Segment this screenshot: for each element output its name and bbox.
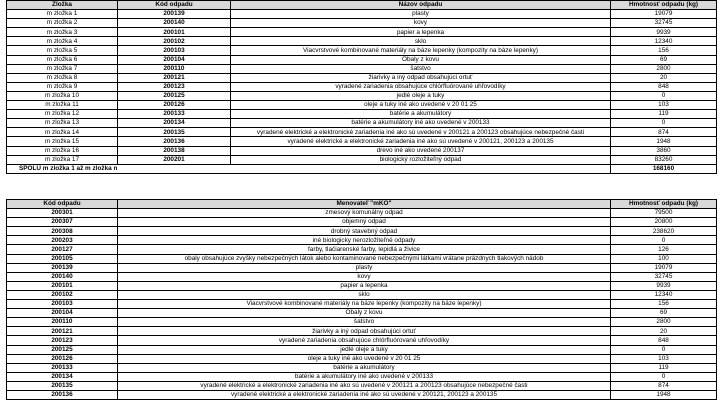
header-mko-denominator: Menovateľ "mKO" — [118, 200, 611, 209]
waste-code-cell: 200134 — [118, 119, 231, 128]
header-waste-weight: Hmotnosť odpadu (kg) — [611, 1, 717, 10]
table-row — [7, 128, 717, 137]
waste-name-cell: batérie a akumulátory — [231, 110, 611, 119]
waste-name-cell: iné biologicky nerozložiteľné odpady — [118, 236, 611, 245]
waste-weight-cell: 0 — [611, 119, 717, 128]
waste-code-cell: 200203 — [7, 236, 118, 245]
waste-weight-cell: 238620 — [611, 227, 717, 236]
component-cell: m zložka 17 — [7, 155, 118, 164]
waste-name-cell: kovy — [231, 19, 611, 28]
table-row — [7, 290, 717, 299]
waste-code-cell: 200110 — [118, 64, 231, 73]
waste-code-cell: 200126 — [118, 101, 231, 110]
waste-code-cell: 200140 — [118, 19, 231, 28]
waste-code-cell: 200301 — [7, 209, 118, 218]
table-row — [7, 73, 717, 82]
waste-name-cell: batérie a akumulátory — [118, 363, 611, 372]
waste-components-body — [7, 10, 717, 165]
waste-weight-cell: 0 — [611, 372, 717, 381]
waste-name-cell: oleje a tuky iné ako uvedené v 20 01 25 — [231, 101, 611, 110]
waste-code-cell: 200139 — [118, 10, 231, 19]
table-row — [7, 82, 717, 91]
header-waste-code: Kód odpadu — [7, 200, 118, 209]
total-value: 168160 — [611, 164, 717, 173]
waste-weight-cell: 79500 — [611, 209, 717, 218]
waste-name-cell: sklo — [118, 290, 611, 299]
waste-name-cell: Viacvrstvové kombinované materiály na báze lepenky (kompozity na báze lepenky) — [231, 46, 611, 55]
waste-weight-cell: 156 — [611, 300, 717, 309]
waste-weight-cell: 1948 — [611, 390, 717, 399]
waste-weight-cell: 69 — [611, 55, 717, 64]
waste-name-cell: batérie a akumulátory iné ako uvedené v 200133 — [231, 119, 611, 128]
waste-code-cell: 200135 — [118, 128, 231, 137]
waste-code-cell: 200104 — [118, 55, 231, 64]
table-row — [7, 55, 717, 64]
waste-code-cell: 200140 — [7, 272, 118, 281]
table-row — [7, 254, 717, 263]
waste-weight-cell: 874 — [611, 381, 717, 390]
component-cell: m zložka 5 — [7, 46, 118, 55]
mko-denominator-body — [7, 209, 717, 400]
waste-name-cell: obaly obsahujúce zvyšky nebezpečných látok alebo kontaminované nebezpečnými látkami vrátane prázdnych tlakových nádob — [118, 254, 611, 263]
waste-code-cell: 200133 — [118, 110, 231, 119]
waste-name-cell: oleje a tuky iné ako uvedené v 20 01 25 — [118, 354, 611, 363]
waste-code-cell: 200308 — [7, 227, 118, 236]
waste-code-cell: 200121 — [118, 73, 231, 82]
waste-code-cell: 200121 — [7, 327, 118, 336]
waste-weight-cell: 2800 — [611, 318, 717, 327]
table-row — [7, 146, 717, 155]
table-row — [7, 363, 717, 372]
table-row — [7, 300, 717, 309]
waste-name-cell: drobný stavebný odpad — [118, 227, 611, 236]
waste-weight-cell: 103 — [611, 101, 717, 110]
waste-components-table — [6, 0, 717, 174]
waste-weight-cell: 126 — [611, 245, 717, 254]
waste-name-cell: biologický rozložiteľný odpad — [231, 155, 611, 164]
component-cell: m zložka 9 — [7, 82, 118, 91]
waste-weight-cell: 0 — [611, 91, 717, 100]
table-header-row — [7, 1, 717, 10]
waste-code-cell: 200102 — [118, 37, 231, 46]
waste-code-cell: 200123 — [7, 336, 118, 345]
waste-name-cell: plasty — [231, 10, 611, 19]
waste-code-cell: 200134 — [7, 372, 118, 381]
table-row — [7, 110, 717, 119]
table-row — [7, 327, 717, 336]
total-row — [7, 164, 717, 173]
waste-code-cell: 200136 — [118, 137, 231, 146]
waste-name-cell: sklo — [231, 37, 611, 46]
waste-name-cell: vyradené zariadenia obsahujúce chlórfluórované uhľovodíky — [231, 82, 611, 91]
waste-code-cell: 200101 — [7, 281, 118, 290]
waste-code-cell: 200136 — [7, 390, 118, 399]
component-cell: m zložka 1 — [7, 10, 118, 19]
waste-code-cell: 200135 — [7, 381, 118, 390]
waste-code-cell: 200133 — [7, 363, 118, 372]
waste-name-cell: vyradené zariadenia obsahujúce chlórfluórované uhľovodíky — [118, 336, 611, 345]
component-cell: m zložka 15 — [7, 137, 118, 146]
waste-weight-cell: 156 — [611, 46, 717, 55]
component-cell: m zložka 3 — [7, 28, 118, 37]
waste-name-cell: papier a lepenka — [118, 281, 611, 290]
table-row — [7, 28, 717, 37]
waste-name-cell: vyradené elektrické a elektronické zariadenia iné ako sú uvedené v 200121 a 200123 obsahujúce nebezpečné časti — [118, 381, 611, 390]
component-cell: m zložka 2 — [7, 19, 118, 28]
waste-code-cell: 200123 — [118, 82, 231, 91]
waste-name-cell: kovy — [118, 272, 611, 281]
waste-weight-cell: 119 — [611, 110, 717, 119]
waste-name-cell: drevo iné ako uvedené 200137 — [231, 146, 611, 155]
waste-weight-cell: 3860 — [611, 146, 717, 155]
waste-name-cell: Obaly z kovu — [231, 55, 611, 64]
waste-name-cell: vyradené elektrické a elektronické zariadenia iné ako sú uvedené v 200121, 200123 a 200135 — [231, 137, 611, 146]
table-row — [7, 390, 717, 399]
waste-weight-cell: 12340 — [611, 290, 717, 299]
waste-name-cell: vyradené elektrické a elektronické zariadenia iné ako sú uvedené v 200121, 200123 a 200135 — [118, 390, 611, 399]
waste-name-cell: batérie a akumulátory iné ako uvedené v 200133 — [118, 372, 611, 381]
table-row — [7, 236, 717, 245]
table-row — [7, 91, 717, 100]
waste-code-cell: 200104 — [7, 309, 118, 318]
waste-name-cell: farby, tlačiarenské farby, lepidlá a živice — [118, 245, 611, 254]
table-row — [7, 227, 717, 236]
waste-weight-cell: 119 — [611, 363, 717, 372]
waste-weight-cell: 1948 — [611, 137, 717, 146]
header-component: Zložka — [7, 1, 118, 10]
header-waste-weight: Hmotnosť odpadu (kg) — [611, 200, 717, 209]
waste-code-cell: 200125 — [7, 345, 118, 354]
waste-weight-cell: 32745 — [611, 272, 717, 281]
waste-name-cell: jedlé oleje a tuky — [118, 345, 611, 354]
waste-code-cell: 200126 — [7, 354, 118, 363]
table-row — [7, 209, 717, 218]
table-row — [7, 318, 717, 327]
table-row — [7, 281, 717, 290]
waste-weight-cell: 9939 — [611, 281, 717, 290]
table-row — [7, 155, 717, 164]
waste-name-cell: žiarivky a iný odpad obsahujúci ortuť — [118, 327, 611, 336]
component-cell: m zložka 14 — [7, 128, 118, 137]
waste-code-cell: 200102 — [7, 290, 118, 299]
table-row — [7, 46, 717, 55]
waste-weight-cell: 0 — [611, 345, 717, 354]
waste-weight-cell: 20 — [611, 327, 717, 336]
waste-weight-cell: 32745 — [611, 19, 717, 28]
table-row — [7, 64, 717, 73]
header-waste-code: Kód odpadu — [118, 1, 231, 10]
waste-code-cell: 200103 — [7, 300, 118, 309]
waste-weight-cell: 2800 — [611, 64, 717, 73]
table-row — [7, 245, 717, 254]
waste-code-cell: 200103 — [118, 46, 231, 55]
table-row — [7, 336, 717, 345]
component-cell: m zložka 12 — [7, 110, 118, 119]
waste-code-cell: 200110 — [7, 318, 118, 327]
waste-weight-cell: 12340 — [611, 37, 717, 46]
component-cell: m zložka 6 — [7, 55, 118, 64]
waste-code-cell: 200139 — [7, 263, 118, 272]
table-row — [7, 19, 717, 28]
waste-weight-cell: 20 — [611, 73, 717, 82]
waste-code-cell: 200127 — [7, 245, 118, 254]
waste-name-cell: žiarivky a iný odpad obsahujúci ortuť — [231, 73, 611, 82]
table-row — [7, 354, 717, 363]
waste-weight-cell: 69 — [611, 309, 717, 318]
waste-name-cell: šatstvo — [118, 318, 611, 327]
waste-weight-cell: 19079 — [611, 10, 717, 19]
waste-weight-cell: 100 — [611, 254, 717, 263]
table-header-row — [7, 200, 717, 209]
total-label: SPOLU m zložka 1 až m zložka n — [7, 164, 611, 173]
table-row — [7, 272, 717, 281]
waste-weight-cell: 874 — [611, 128, 717, 137]
waste-name-cell: plasty — [118, 263, 611, 272]
table-row — [7, 137, 717, 146]
waste-code-cell: 200201 — [118, 155, 231, 164]
waste-code-cell: 200101 — [118, 28, 231, 37]
component-cell: m zložka 4 — [7, 37, 118, 46]
waste-weight-cell: 20800 — [611, 218, 717, 227]
table-row — [7, 218, 717, 227]
component-cell: m zložka 11 — [7, 101, 118, 110]
waste-name-cell: vyradené elektrické a elektronické zariadenia iné ako sú uvedené v 200121 a 200123 obsahujúce nebezpečné časti — [231, 128, 611, 137]
component-cell: m zložka 10 — [7, 91, 118, 100]
waste-weight-cell: 848 — [611, 336, 717, 345]
table-row — [7, 101, 717, 110]
component-cell: m zložka 13 — [7, 119, 118, 128]
header-waste-name: Názov odpadu — [231, 1, 611, 10]
table-row — [7, 372, 717, 381]
waste-weight-cell: 848 — [611, 82, 717, 91]
waste-weight-cell: 103 — [611, 354, 717, 363]
waste-code-cell: 200138 — [118, 146, 231, 155]
mko-denominator-table — [6, 199, 717, 400]
waste-weight-cell: 19079 — [611, 263, 717, 272]
waste-weight-cell: 0 — [611, 236, 717, 245]
component-cell: m zložka 16 — [7, 146, 118, 155]
waste-name-cell: zmesový komunálny odpad — [118, 209, 611, 218]
table-row — [7, 119, 717, 128]
waste-weight-cell: 83260 — [611, 155, 717, 164]
waste-name-cell: Obaly z kovu — [118, 309, 611, 318]
waste-name-cell: jedlé oleje a tuky — [231, 91, 611, 100]
table-row — [7, 37, 717, 46]
component-cell: m zložka 8 — [7, 73, 118, 82]
waste-name-cell: šatstvo — [231, 64, 611, 73]
table-row — [7, 10, 717, 19]
table-row — [7, 345, 717, 354]
table-row — [7, 263, 717, 272]
waste-weight-cell: 9939 — [611, 28, 717, 37]
component-cell: m zložka 7 — [7, 64, 118, 73]
waste-code-cell: 200307 — [7, 218, 118, 227]
waste-name-cell: Viacvrstvové kombinované materiály na báze lepenky (kompozity na báze lepenky) — [118, 300, 611, 309]
waste-code-cell: 200105 — [7, 254, 118, 263]
table-row — [7, 381, 717, 390]
waste-name-cell: objemný odpad — [118, 218, 611, 227]
waste-name-cell: papier a lepenka — [231, 28, 611, 37]
table-row — [7, 309, 717, 318]
waste-code-cell: 200125 — [118, 91, 231, 100]
